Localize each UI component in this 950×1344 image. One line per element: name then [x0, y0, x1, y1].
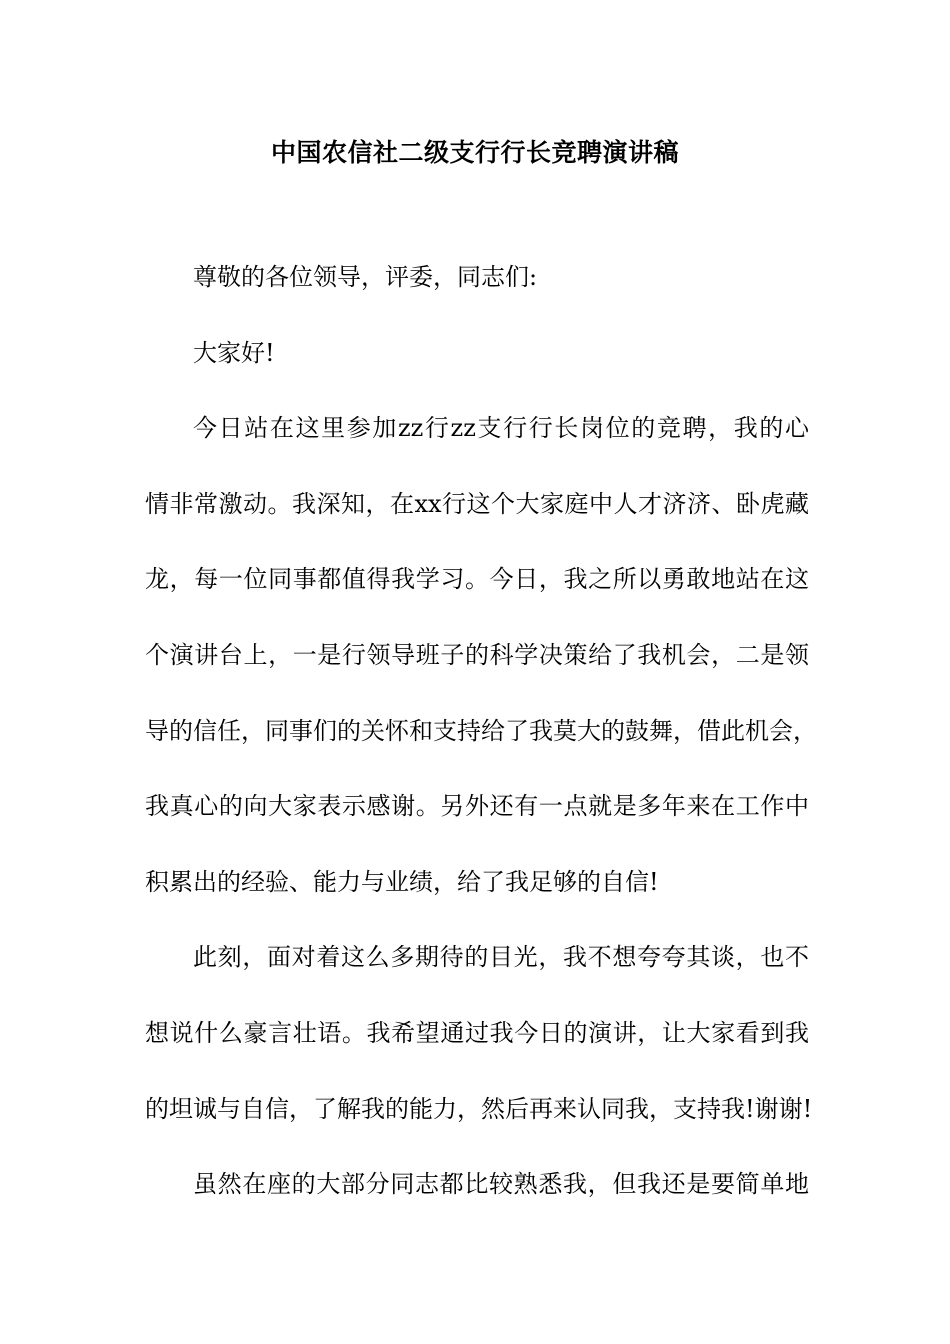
greeting-line: 大家好!: [193, 338, 275, 367]
document-body: [145, 258, 817, 1241]
paragraph-line: 积累出的经验、能力与业绩，给了我足够的自信!: [145, 867, 659, 896]
paragraph-line: 的坦诚与自信，了解我的能力，然后再来认同我，支持我!谢谢!: [145, 1094, 813, 1123]
paragraph-line: 龙，每一位同事都值得我学习。今日，我之所以勇敢地站在这: [145, 565, 809, 594]
paragraph-line: 今日站在这里参加zz行zz支行行长岗位的竞聘，我的心: [193, 414, 809, 443]
paragraph-line: 情非常激动。我深知，在xx行这个大家庭中人才济济、卧虎藏: [145, 489, 809, 518]
paragraph-line: 想说什么豪言壮语。我希望通过我今日的演讲，让大家看到我: [145, 1018, 809, 1047]
paragraph-line: 此刻，面对着这么多期待的目光，我不想夸夸其谈，也不: [193, 943, 809, 972]
paragraph-line: 导的信任，同事们的关怀和支持给了我莫大的鼓舞，借此机会，: [145, 716, 817, 745]
paragraph-line: 虽然在座的大部分同志都比较熟悉我，但我还是要简单地: [193, 1170, 809, 1199]
salutation-line: 尊敬的各位领导，评委，同志们:: [193, 263, 538, 291]
paragraph-line: 个演讲台上，一是行领导班子的科学决策给了我机会，二是领: [145, 640, 809, 669]
paragraph-line: 我真心的向大家表示感谢。另外还有一点就是多年来在工作中: [145, 792, 809, 821]
document-title: 中国农信社二级支行行长竞聘演讲稿: [270, 138, 679, 167]
